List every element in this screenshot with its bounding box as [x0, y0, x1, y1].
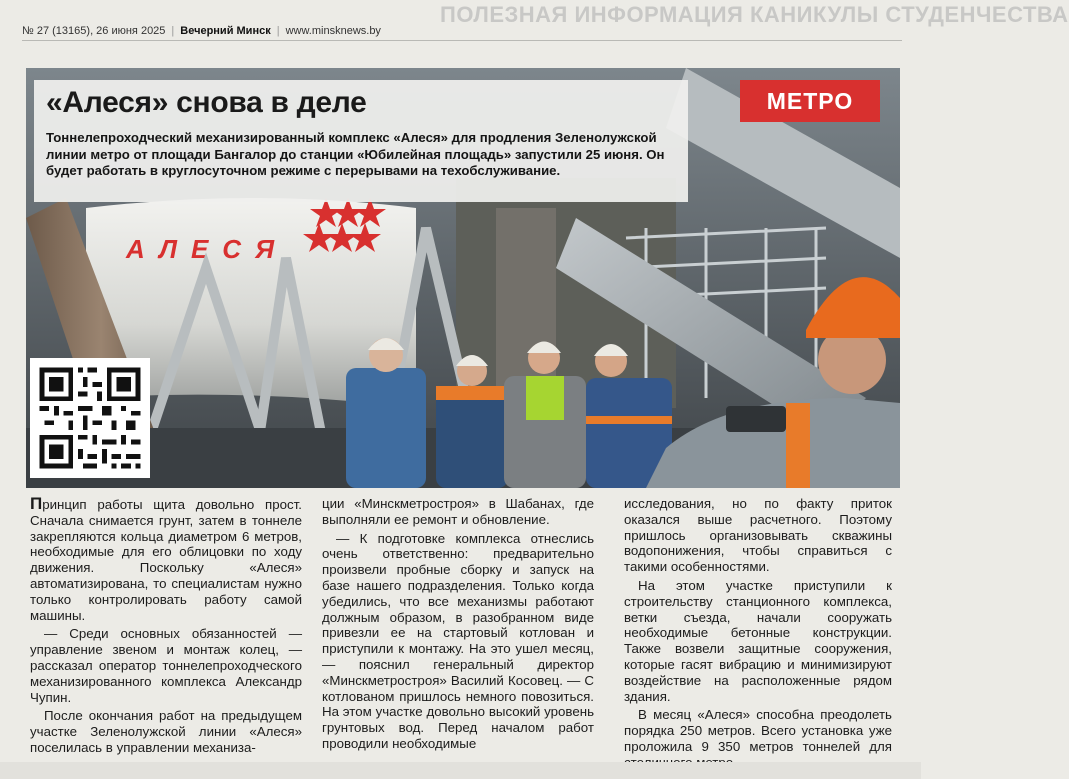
- page-bottom-edge: [0, 762, 921, 779]
- article-headline: «Алеся» снова в деле: [46, 86, 367, 119]
- rubric-badge: МЕТРО: [740, 80, 880, 122]
- paragraph: После окончания работ на предыдущем участке Зеленолужской линии «Алеся» поселилась в управлении механиза-: [30, 708, 302, 755]
- text-column-2: [322, 496, 594, 758]
- paragraph: На этом участке приступили к строительству станционного комплекса, ветки съезда, начали сооружать необходимые бетонные конструкции. Также возвели защитные сооружения, которые гасят вибрацию и минимизируют воздействие на расположенные рядом здания.: [624, 577, 892, 704]
- text-column-1: [30, 496, 302, 758]
- masthead: № 27 (13165), 26 июня 2025 | Вечерний Минск | www.minsknews.by: [22, 25, 381, 37]
- headline-panel: [34, 80, 688, 202]
- issue-info: № 27 (13165), 26 июня 2025: [22, 25, 166, 37]
- paragraph: ции «Минскметростроя» в Шабанах, где выполняли ее ремонт и обновление.: [322, 496, 594, 527]
- newspaper-name: Вечерний Минск: [180, 25, 271, 37]
- paragraph: — Среди основных обязанностей — управление звеном и монтаж колец, — рассказал оператор тоннелепроходческого механизированного комплекса Александр Чупин.: [30, 626, 302, 705]
- paragraph: В месяц «Алеся» способна преодолеть порядка 250 метров. Всего установка уже проложила 9 350 метров тоннелей для: [624, 707, 892, 754]
- paragraph: исследования, но по факту приток оказался выше расчетного. Поэтому пришлось организовывать скважины водопонижения, чтобы справиться с такими особенностями.: [624, 496, 892, 575]
- qr-code[interactable]: [30, 358, 150, 478]
- website-link[interactable]: www.minsknews.by: [285, 25, 381, 37]
- article-lead: Тоннелепроходческий механизированный комплекс «Алеся» для продления Зеленолужской линии метро от площади Бангалор до станции «Юбилейная площадь» запустили 25 июня. Он будет работать в круглосуточном режиме с перерывами на техобслуживание.: [46, 130, 665, 178]
- paragraph: — К подготовке комплекса отнеслись очень ответственно: предварительно произвели пробные сборку и запуск на базе нашего подразделения. Только когда убедились, что все механизмы работают должным образом, в разобранном виде привезли ее на стартовый котлован и приступили к монтажу. На это ушел месяц, — пояснил генеральный директор «Минскметростроя» Василий Косовец. — С котлованом пришлось немного повозиться. На этом участке довольно высокий уровень грунтовых вод. Перед началом работ проводили необходимые: [322, 530, 594, 751]
- paragraph: Принцип работы щита довольно прост. Сначала снимается грунт, затем в тоннеле закрепляются кольца диаметром 6 метров, необходимые для его облицовки по ходу движения. Поскольку «Алеся» автоматизирована, то специалистам нужно только контролировать работу самой машины.: [30, 494, 302, 623]
- qr-code-icon: [30, 358, 150, 478]
- text-column-3: [624, 496, 892, 758]
- adjacent-page-banner: ПОЛЕЗНАЯ ИНФОРМАЦИЯ КАНИКУЛЫ СТУДЕНЧЕСТВА: [440, 2, 1069, 27]
- header-rule: [22, 40, 902, 41]
- machine-name-text: АЛЕСЯ: [126, 234, 289, 264]
- camera: [726, 406, 786, 432]
